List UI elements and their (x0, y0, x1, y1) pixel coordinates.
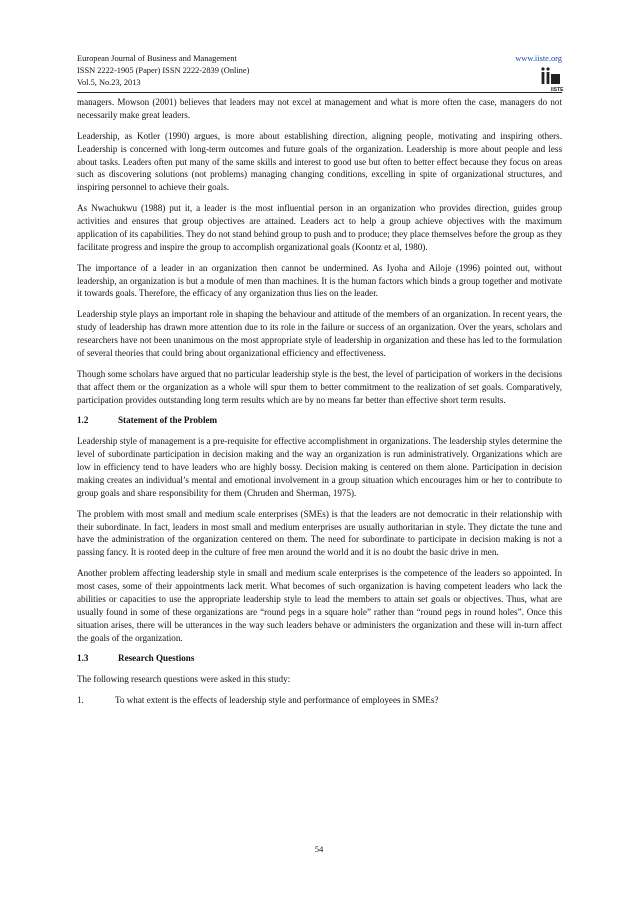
paragraph: Though some scholars have argued that no particular leadership style is the best, the level of participation of workers in the decisions that affect them or the organization as a whole will spur them to better commitment to the realization of set goals. Comparatively, participation provides outstanding long term results which are by no means far better than effective short term results. (77, 368, 562, 405)
page-header (77, 53, 564, 93)
paragraph: Leadership, as Kotler (1990) argues, is more about establishing direction, aligning people, motivating and inspiring others. Leadership is concerned with long-term outcomes and future goals of the organization. Leadership is more about people and less about tasks. Leaders often put many of the same skills and interest to good use but often to better effect because they focus on areas such as discovering solutions (not problems) managing changing conditions, excelling in spite of organizational structures, and inspiring personnel to achieve their goals. (77, 130, 562, 193)
section-number: 1.2 (77, 415, 89, 426)
journal-url-link[interactable]: www.iiste.org (515, 54, 562, 63)
page-body (77, 96, 562, 715)
paragraph: The importance of a leader in an organization then cannot be undermined. As Iyoha and Ailoje (1996) pointed out, without leadership, an organization is but a module of men than machines. It is the human factors which binds a group together and motivate it towards goals. Therefore, the efficacy of any organization thus lies on the leader. (77, 262, 562, 299)
question-number: 1. (77, 695, 84, 706)
header-divider (77, 92, 562, 93)
paragraph: The problem with most small and medium scale enterprises (SMEs) is that the leaders are not democratic in their relationship with their subordinate. In fact, leaders in most small and medium enterprises are usually authoritarian in style. They dictate the tune and have the administration of the organization centered on them. The need for subordinate to participate in decision making is not a passing fancy. It is rooted deep in the culture of free men around the world and it is no doubt the basic drive in men. (77, 508, 562, 558)
page-number: 54 (314, 844, 324, 854)
question-text: To what extent is the effects of leadership style and performance of employees in SMEs? (115, 695, 439, 706)
journal-issn: ISSN 2222-1905 (Paper) ISSN 2222-2839 (Online) (77, 66, 250, 75)
journal-volume: Vol.5, No.23, 2013 (77, 78, 141, 87)
paragraph: The following research questions were asked in this study: (77, 674, 291, 685)
paragraph: Leadership style of management is a pre-requisite for effective accomplishment in organizations. The leadership styles determine the level of subordinate participation in decision making and the way an organization is run administratively. Organizations which are low in efficiency tend to have leaders who are highly bossy. Decision making is centered on them alone. Participation in decision making creates an individual’s mental and emotional involvement in a group situation which encourages him or her to contribute to group goals and share responsibility for them (Chruden and Sherman, 1975). (77, 436, 562, 498)
section-number: 1.3 (77, 653, 89, 664)
paragraph: Leadership style plays an important role in shaping the behaviour and attitude of the members of an organization. In recent years, the study of leadership has drawn more attention due to its role in the failure or success of an organization. Over the years, scholars and researchers have not been unanimous on the most appropriate style of leadership in organization and these has led to the formulation of several theories that could bring about organizational efficiency and effectiveness. (77, 309, 562, 358)
section-heading-1-2 (77, 414, 562, 427)
section-title: Research Questions (118, 653, 195, 664)
iiste-logo-icon (540, 66, 562, 92)
research-question (77, 694, 562, 707)
section-title: Statement of the Problem (118, 415, 218, 426)
section-heading-1-3 (77, 652, 562, 665)
journal-name: European Journal of Business and Management (77, 54, 237, 63)
paragraph: Another problem affecting leadership style in small and medium scale enterprises is the competence of the leaders so appointed. In most cases, some of their appointments lack merit. What becomes of such organization is having competent leaders who lack the abilities or capacities to use the appropriate leadership style to lead the members to attain set goals or objectives. Thus, what are usually found in some of these organizations are “round pegs in a square hole” rather than “round pegs in round holes”. Once this situation arises, there will be utterances in the way such leaders behave or administers the organization and these will in-turn affect the goals of the organization. (77, 568, 562, 643)
paragraph: managers. Mowson (2001) believes that leaders may not excel at management and what is more often the case, managers do not necessarily make great leaders. (77, 97, 562, 120)
paragraph: As Nwachukwu (1988) put it, a leader is the most influential person in an organization who provides direction, guides group activities and ensures that group objectives are attained. Leaders act to help a group achieve objectives with the maximum application of its capabilities. They do not stand behind group to push and to produce; they place themselves before the group as they facilitate progress and inspire the group to accomplish organizational goals (Koontz et al, 1980). (77, 203, 562, 252)
svg-text:IISTE: IISTE (551, 87, 564, 93)
